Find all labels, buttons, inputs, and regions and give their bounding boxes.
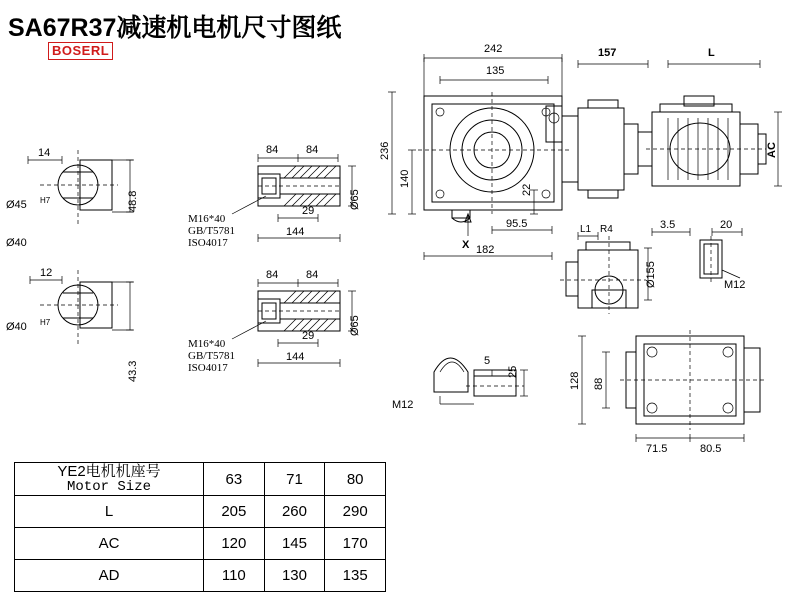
- dim-182: 182: [476, 244, 495, 256]
- dim-shaft-40: Ø40: [6, 237, 27, 249]
- table-cell: 135: [325, 560, 386, 592]
- left-top-view: [28, 150, 134, 225]
- flange-face-view: [578, 330, 766, 442]
- table-row-label-l: L: [15, 496, 204, 528]
- page-title: SA67R37减速机电机尺寸图纸: [8, 14, 342, 42]
- motor-size-table: [14, 462, 386, 592]
- table-cell: 145: [264, 528, 325, 560]
- dim-dia65-top: Ø65: [349, 189, 361, 210]
- dim-14: 14: [38, 147, 51, 159]
- detail-x-view: [434, 358, 528, 404]
- dim-88: 88: [593, 377, 605, 390]
- dim-29-top: 29: [302, 205, 315, 217]
- table-cell: 80: [325, 463, 386, 496]
- dim-84-b-top: 84: [306, 144, 319, 156]
- dim-25: 25: [507, 365, 519, 378]
- bolt-std2-top: ISO4017: [188, 237, 228, 249]
- dim-AC: AC: [766, 142, 778, 158]
- dim-L1: L1: [580, 224, 592, 235]
- dim-144-bot: 144: [286, 351, 305, 363]
- dim-84-b-bot: 84: [306, 269, 319, 281]
- table-row: [15, 528, 386, 560]
- dim-3-5: 3.5: [660, 219, 676, 231]
- table-row: [15, 560, 386, 592]
- dim-R4: R4: [600, 224, 613, 235]
- table-cell: 130: [264, 560, 325, 592]
- table-row: [15, 463, 386, 496]
- table-cell: 110: [204, 560, 265, 592]
- dim-242: 242: [484, 43, 503, 55]
- dim-12: 12: [40, 267, 53, 279]
- dim-20: 20: [720, 219, 733, 231]
- dim-236: 236: [379, 141, 391, 160]
- dim-71-5: 71.5: [646, 443, 668, 455]
- dim-M12-right: M12: [724, 279, 746, 291]
- dim-dia65-bot: Ø65: [349, 315, 361, 336]
- dim-84-a-top: 84: [266, 144, 279, 156]
- dim-bore-40: Ø40: [6, 321, 27, 333]
- table-row-label-ac: AC: [15, 528, 204, 560]
- dim-L: L: [708, 47, 715, 59]
- dim-29-bot: 29: [302, 330, 315, 342]
- bolt-spec-bot: M16*40: [188, 338, 226, 350]
- table-header-en: Motor Size: [66, 478, 151, 495]
- table-cell: 71: [264, 463, 325, 496]
- dim-80-5: 80.5: [700, 443, 722, 455]
- dim-bore-45: Ø45: [6, 199, 27, 211]
- dim-95-5: 95.5: [506, 218, 528, 230]
- dim-140: 140: [399, 169, 411, 188]
- table-cell: 205: [204, 496, 265, 528]
- brand-logo: BOSERL: [48, 42, 113, 60]
- bolt-std1-bot: GB/T5781: [188, 350, 236, 362]
- dim-48-8: 48.8: [127, 190, 139, 212]
- table-cell: 63: [204, 463, 265, 496]
- table-cell: 120: [204, 528, 265, 560]
- dim-135: 135: [486, 65, 505, 77]
- dim-bore-40-fit: H7: [40, 318, 51, 327]
- table-cell: 290: [325, 496, 386, 528]
- bolt-spec-top: M16*40: [188, 213, 226, 225]
- detail-mark-X: X: [462, 239, 470, 251]
- dim-22: 22: [521, 183, 533, 196]
- dim-84-a-bot: 84: [266, 269, 279, 281]
- dim-43-3: 43.3: [127, 360, 139, 382]
- dim-M12-bottom: M12: [392, 399, 414, 411]
- table-header-motor-size: [15, 463, 204, 496]
- left-bottom-view: [30, 270, 134, 345]
- bolt-std1-top: GB/T5781: [188, 225, 236, 237]
- dim-dia155: Ø155: [645, 261, 657, 288]
- table-header-cn: YE2电机机座号: [57, 463, 161, 480]
- table-row-label-ad: AD: [15, 560, 204, 592]
- dim-157: 157: [598, 47, 617, 59]
- dim-144-top: 144: [286, 226, 305, 238]
- table-row: [15, 496, 386, 528]
- dim-5: 5: [484, 355, 491, 367]
- table-cell: 170: [325, 528, 386, 560]
- table-cell: 260: [264, 496, 325, 528]
- dim-128: 128: [569, 371, 581, 390]
- bolt-std2-bot: ISO4017: [188, 362, 228, 374]
- dim-bore-45-fit: H7: [40, 196, 51, 205]
